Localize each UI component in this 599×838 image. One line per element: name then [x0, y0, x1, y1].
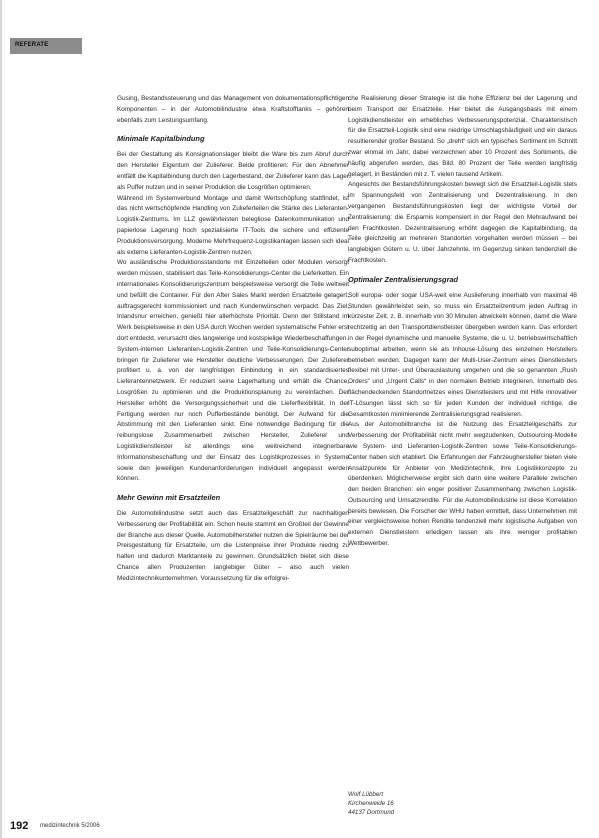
section-heading-kapitalbindung: Minimale Kapitalbindung — [117, 134, 205, 144]
scan-fold-line — [0, 0, 2, 838]
author-street: Kirchenweide 16 — [348, 800, 394, 807]
body-paragraph: System-internen Lieferanten-Logistik-Zentren und Teile-Konsolidierungs-Center bringen für Zulieferer wie Hersteller deutliche Verbesserungen. Der Zulieferer profitiert u. a. von der langfristigen Einbindung in ein standardisiertes Lieferantennetzwerk. Er reduziert seine Lagerhaltung und erhält die Chance, Losgrößen zu optimieren und die Produktionsplanung zu vereinfachen. Der Hersteller erhöht die Versorgungssicherheit und die Lieferflexibilität. In der Fertigung werden nur noch Pufferbestände benötigt. Der Aufwand für die Abstimmung mit den Lieferanten sinkt. Eine notwendige Bedingung für die reibungslose Zusammenarbeit zwischen Hersteller, Zulieferer und Logistikdienstleister ist allerdings eine weitreichend integrierbare Informationsbeschaffung und der Einsatz des Logistikprozesses in Systeme sowie den jeweiligen Kundenanforderungen individuell angepasst werden können. — [117, 345, 349, 483]
author-name: Wolf Lübbert — [348, 791, 384, 798]
body-paragraph: Bei der Gestaltung als Konsignationslager bleibt die Ware bis zum Abruf durch den Hersteller Eigentum der Zulieferer. Beide profitieren: Für den Abnehmer entfällt die Kapitalbindung durch den Lagerbestand, der Zulieferer kann das Lager als Puffer nutzen und in seiner Produktion die Losgrößen optimieren. — [117, 151, 349, 191]
body-paragraph: che Realisierung dieser Strategie ist die hohe Effizienz bei der Lagerung und beim Transport der Ersatzteile. Hier bietet die Ausgangsbasis mit einem Logistikdienstleister ein erhebliches Verbesserungspotenzial. Charakteristisch für die Ersatzteil-Logistik sind eine niedrige Umschlagshäufigkeit und ein daraus resultierender großer Bestand. So „dreht“ sich ein typisches Sortiment im Schnitt zwar einmal im Jahr, dabei verzeichnen aber 10 Prozent des Sortiments, die häufig abgerufen werden, das Bild. 80 Prozent der Teile werden langfristig gelagert, in Beständen mit z. T. vielen tausend Artikeln. — [348, 95, 577, 178]
intro-paragraph: Gusing, Bestandssteuerung und das Management von dokumentationspflichtigen Komponenten – in der Automobilindustrie etwa Kraftstofftanks – gehören ebenfalls zum Leistungsumfang. — [117, 95, 349, 124]
left-text-column — [117, 94, 349, 814]
section-heading-zentralisierung: Optimaler Zentralisierungsgrad — [348, 274, 459, 284]
body-paragraph: Angesichts der Bestandsführungskosten bewegt sich die Ersatzteil-Logistik stets im Spannungsfeld von Zentralisierung und Dezentralisierung. In den vergangenen Bestandsführungskosten liegt der wichtigste Vorteil der Zentralisierung: die Ersparnis kompensiert in der Regel den Mehraufwand bei den Frachtkosten. Dezentralisierung erhöht dagegen die Kapitalbindung, da Teile gleichzeitig an mehreren Standorten vorgehalten werden müssen – bei langlebigen Gütern u. U. über Jahrzehnte. Im Gegenzug sinken tendenziell die Frachtkosten. — [348, 181, 577, 264]
body-paragraph: Soll europa- oder sogar USA-weit eine Auslieferung innerhalb von maximal 48 Stunden gewährleistet sein, so muss ein Ersatzteilzentrum jeden Auftrag in kürzester Zeit, z. B. innerhalb von 30 Minuten abwickeln können, damit die Ware rechtzeitig an den Transportdienstleister übergeben werden kann. Das erfordert in der Regel dynamische und manuelle Systeme, die u. U. betriebswirtschaftlich suboptimal arbeiten, wenn sie als Inhouse-Lösung des einzelnen Herstellers betrieben werden. Dagegen kann der Multi-User-Zentrum eines Dienstleisters flexibel mit Unter- und Überauslastung umgehen und die so genannten „Rush Orders“ und „Urgent Calls“ in den normalen Betrieb integrieren. Innerhalb des flächendeckenden Standortnetzes eines Dienstleisters und mit Hilfe innovativer IT-Lösungen lässt sich so für jeden Kunden der individuell richtige, die Gesamtkosten minimierende Zentralisierungsgrad realisieren. — [348, 291, 577, 418]
body-paragraph: Wo ausländische Produktionsstandorte mit Einzelteilen oder Modulen versorgt werden müssen, stabilisiert das Teile-Konsolidierungs-Center die Lieferketten. Ein internationales Konsolidierungszentrum beispielsweise versorgt die Teile weltweit und befüllt die Container. Für den After Sales Markt werden Ersatzteile gelagert, auftragsgerecht kommissioniert und nach Kundenwünschen verpackt. Das Ziel, Inlandsnur erreichen, genießt hier allerhöchste Priorität. Denn der Stillstand im Werk beispielsweise in den USA durch Wochen werden systematische Fehler erst dort entdeckt, verursacht dies langwierige und kostspielige Wiederbeschaffungen. — [117, 259, 349, 342]
author-city: 44137 Dortmund — [348, 809, 395, 816]
body-paragraph: Die Automobilindustrie setzt auch das Ersatzteilgeschäft zur nachhaltigen Verbesserung der Profitabilität ein. Schon heute stammt ein Großteil der Gewinne der Branche aus dieser Quelle. Automobilhersteller nutzen die Spielräume bei der Preisgestaltung für Ersatzteile, um die Listenpreise ihrer Produkte niedrig zu halten und dadurch Marktanteile zu gewinnen. Grundsätzlich bietet sich diese Chance allen Produzenten langlebiger Güter – also auch vielen Medizintechnikunternehmen. Voraussetzung für die erfolgrei- — [117, 510, 349, 582]
author-address — [348, 790, 394, 817]
body-paragraph: Während im Systemverbund Montage und damit Wertschöpfung stattfindet, ist das nicht wertschöpfende Handling von Zulieferteilen die Stärke des Lieferanten-Logistik-Zentrums. Im LLZ gewährleisten belegliose Datenkommunikation und papierlose Lagerung hoch spezialisierte IT-Tools die sichere und effiziente Produktionsversorgung. Moderne Mehrfrequenz-Logistikanlagen lassen sich ideal als externe Lieferanten-Logistik-Zentren nutzen. — [117, 194, 349, 256]
publication-info: medizintechnik 5/2006 — [40, 823, 100, 829]
section-tag: REFERATE — [10, 38, 82, 54]
body-paragraph: Aus der Automobilbranche ist die Nutzung des Ersatzteilgeschäfts zur Verbesserung der Profitabilität nicht mehr wegzudenken, Outsourcing-Modelle wie System- und Lieferanten-Logistik-Zentren sowie Teile-Konsolidierungs-Center haben sich etabliert. Die Erfahrungen der Fahrzeughersteller bieten viele Ansatzpunkte für Anbieter von Medizintechnik, ihre Logistikkonzepte zu überdenken. Möglicherweise ergibt sich dann eine weitere Parallele zwischen den beiden Branchen: ein enger positiver Zusammenhang zwischen Logistik-Outsourcing und Umsatzrendite. Für die Automobilindustrie ist diese Korrelation bereits bewiesen. Die Forscher der WHU haben ermittelt, dass Unternehmen mit einer vergleichsweise hohen Rendite tendenziell mehr logistische Aufgaben von externen Dienstleistern erledigen lassen als ihre weniger profitablen Wettbewerber. — [348, 421, 577, 548]
right-text-column — [348, 94, 577, 814]
section-heading-ersatzteile: Mehr Gewinn mit Ersatzteilen — [117, 493, 221, 503]
page-number: 192 — [10, 820, 29, 832]
